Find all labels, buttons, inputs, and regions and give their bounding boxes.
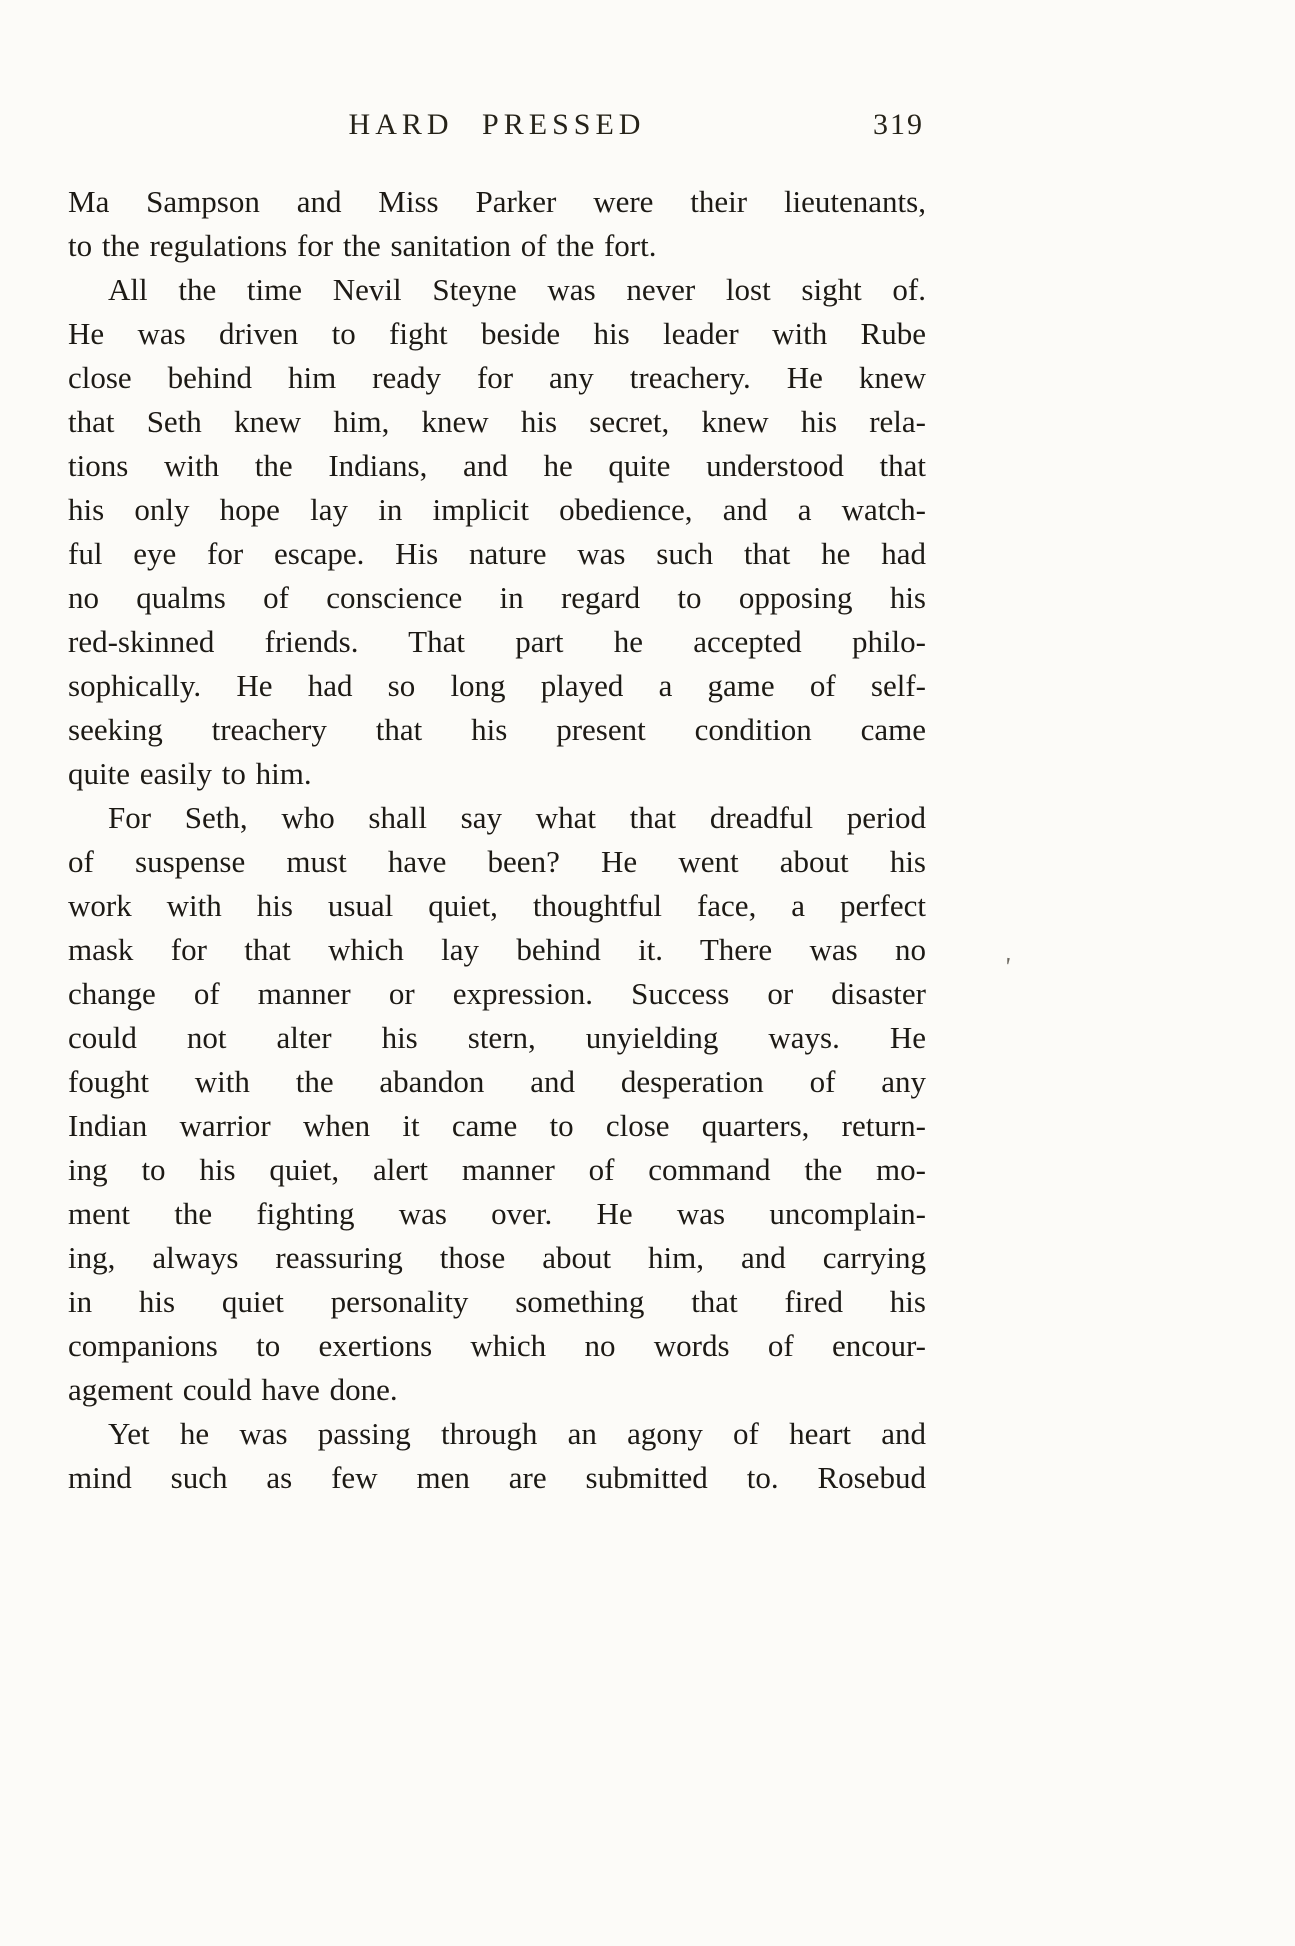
text-line: work with his usual quiet, thoughtful face, a perfect [68, 888, 926, 923]
text-line: his only hope lay in implicit obedience, and a watch- [68, 492, 926, 527]
text-line: fought with the abandon and desperation of any [68, 1064, 926, 1099]
text-line: quite easily to him. [68, 756, 312, 791]
text-line: to the regulations for the sanitation of the fort. [68, 228, 657, 263]
running-header-title: HARD PRESSED [348, 108, 646, 141]
text-line: red-skinned friends. That part he accepted philo- [68, 624, 926, 659]
text-line: Indian warrior when it came to close quarters, return- [68, 1108, 926, 1143]
text-line: agement could have done. [68, 1372, 398, 1407]
text-line: ing, always reassuring those about him, and carrying [68, 1240, 926, 1275]
text-line: ful eye for escape. His nature was such that he had [68, 536, 926, 571]
paragraph [68, 796, 926, 1412]
text-line: no qualms of conscience in regard to opposing his [68, 580, 926, 615]
text-line: ing to his quiet, alert manner of command the mo- [68, 1152, 926, 1187]
scan-artifact: ' [1003, 951, 1012, 982]
text-line: tions with the Indians, and he quite understood that [68, 448, 926, 483]
text-line: mask for that which lay behind it. There was no [68, 932, 926, 967]
text-block [68, 104, 926, 1500]
text-line: could not alter his stern, unyielding ways. He [68, 1020, 926, 1055]
text-line: All the time Nevil Steyne was never lost sight of. [108, 272, 926, 307]
text-line: change of manner or expression. Success or disaster [68, 976, 926, 1011]
text-line: Ma Sampson and Miss Parker were their lieutenants, [68, 184, 926, 219]
text-line: in his quiet personality something that fired his [68, 1284, 926, 1319]
text-line: ment the fighting was over. He was uncomplain- [68, 1196, 926, 1231]
text-line: He was driven to fight beside his leader with Rube [68, 316, 926, 351]
page-number: 319 [873, 108, 924, 141]
paragraph [68, 1412, 926, 1500]
text-line: Yet he was passing through an agony of heart and [108, 1416, 926, 1451]
text-line: that Seth knew him, knew his secret, knew his rela- [68, 404, 926, 439]
text-line: For Seth, who shall say what that dreadful period [108, 800, 926, 835]
paragraph [68, 268, 926, 796]
text-line: mind such as few men are submitted to. Rosebud [68, 1460, 926, 1495]
running-header [68, 104, 926, 146]
text-line: companions to exertions which no words of encour- [68, 1328, 926, 1363]
paragraph [68, 180, 926, 268]
text-line: sophically. He had so long played a game of self- [68, 668, 926, 703]
text-line: close behind him ready for any treachery. He knew [68, 360, 926, 395]
text-line: seeking treachery that his present condition came [68, 712, 926, 747]
body-text [68, 180, 926, 1500]
text-line: of suspense must have been? He went about his [68, 844, 926, 879]
